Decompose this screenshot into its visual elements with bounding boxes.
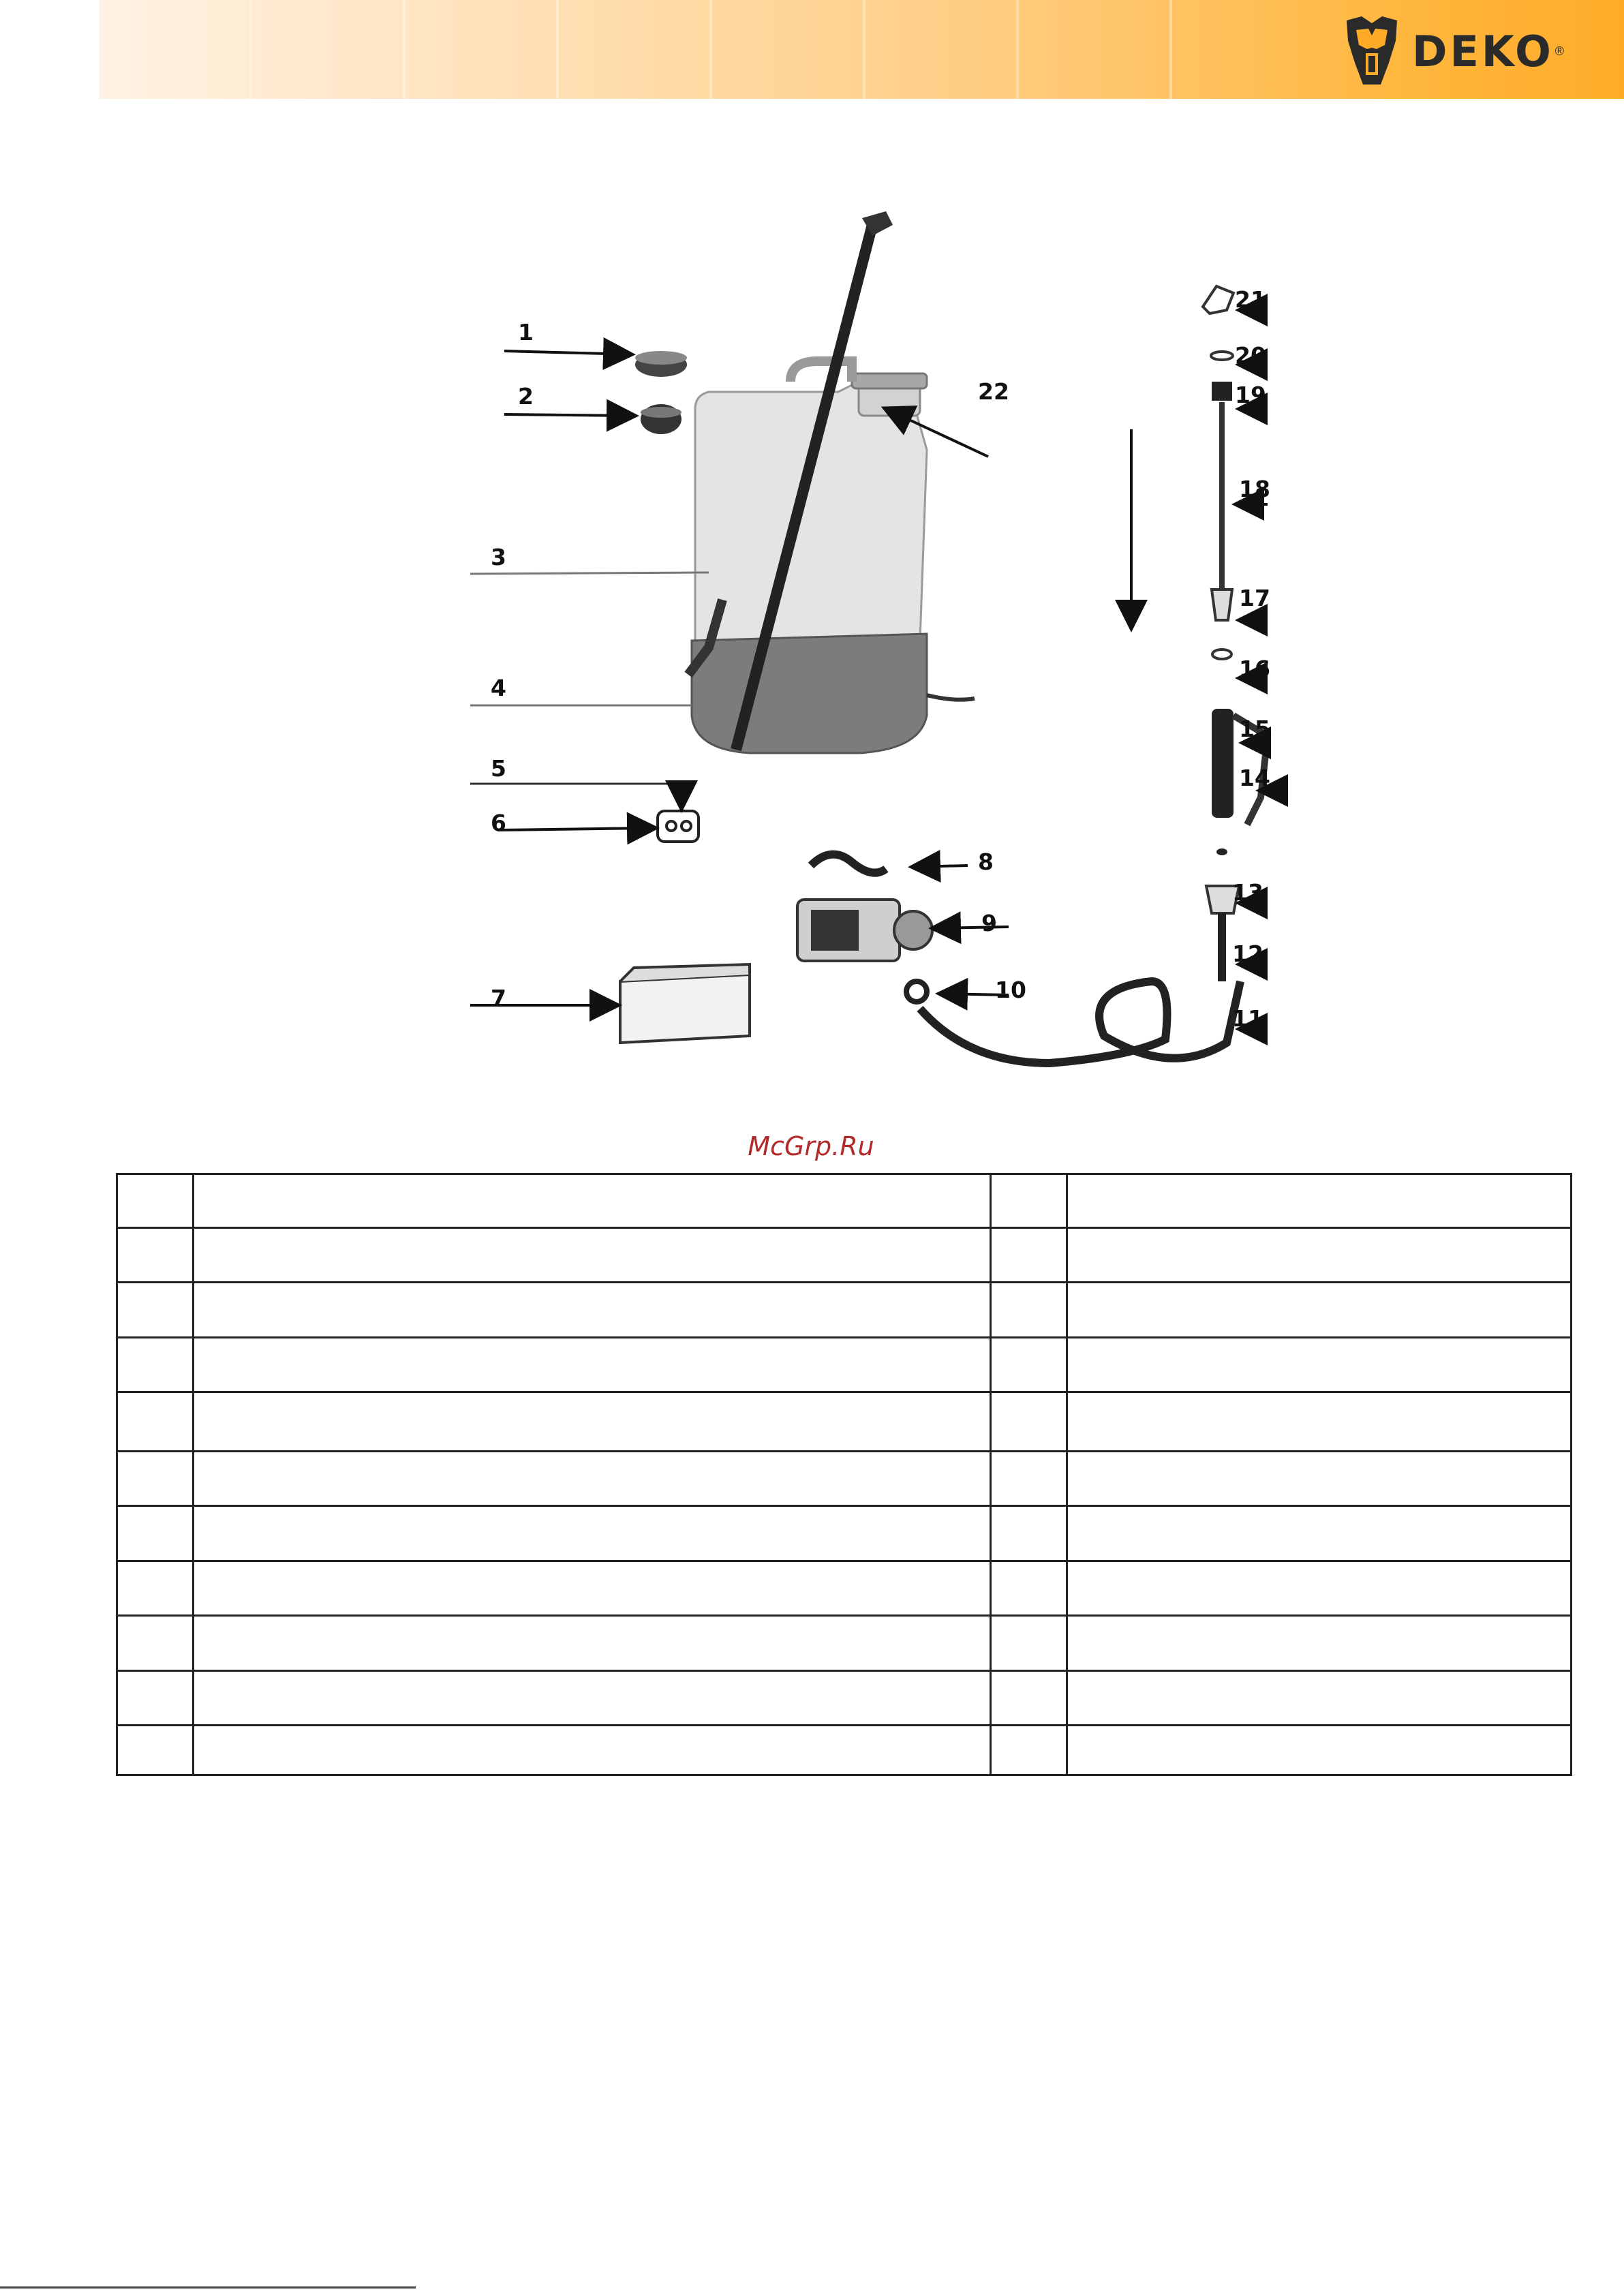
table-row [117, 1392, 1572, 1452]
watermark: McGrp.Ru [748, 1131, 874, 1161]
callout-12: 12 [1232, 940, 1263, 967]
callout-3: 3 [491, 544, 506, 570]
part-name-cell [194, 1174, 991, 1228]
part-name-cell [194, 1227, 991, 1283]
part-name-cell [1067, 1174, 1572, 1228]
registered-mark: ® [1554, 44, 1565, 58]
tank [692, 361, 975, 753]
callout-22: 22 [978, 378, 1009, 405]
table-row [117, 1726, 1572, 1775]
callout-8: 8 [978, 848, 994, 875]
part-number-cell [991, 1506, 1067, 1561]
table-row [117, 1174, 1572, 1228]
callout-2: 2 [518, 383, 534, 410]
callout-9: 9 [981, 910, 997, 936]
part-name-cell [194, 1506, 991, 1561]
part-number-cell [117, 1616, 194, 1671]
callout-1: 1 [518, 319, 534, 346]
exploded-parts-diagram [450, 198, 1308, 1131]
part-number-cell [991, 1227, 1067, 1283]
callout-17: 17 [1239, 585, 1270, 611]
callout-10: 10 [995, 977, 1026, 1003]
part-number-cell [117, 1726, 194, 1775]
header-stripe [863, 0, 865, 99]
callout-19: 19 [1235, 382, 1266, 408]
table-row [117, 1616, 1572, 1671]
part-number-cell [117, 1392, 194, 1452]
header-stripe [1169, 0, 1172, 99]
part-name-cell [194, 1670, 991, 1726]
part-number-cell [991, 1451, 1067, 1506]
callout-13: 13 [1232, 879, 1263, 906]
part-number-cell [991, 1174, 1067, 1228]
part-number-cell [117, 1227, 194, 1283]
part-name-cell [194, 1392, 991, 1452]
table-row [117, 1451, 1572, 1506]
part-number-cell [117, 1506, 194, 1561]
deko-bull-logo-icon [1341, 14, 1403, 89]
header-stripe [403, 0, 405, 99]
table-row [117, 1561, 1572, 1616]
part-name-cell [1067, 1506, 1572, 1561]
callout-21: 21 [1235, 286, 1266, 313]
part-name-cell [194, 1283, 991, 1338]
part-name-cell [1067, 1726, 1572, 1775]
header-stripe [556, 0, 559, 99]
table-row [117, 1227, 1572, 1283]
part-name-cell [1067, 1392, 1572, 1452]
part-name-cell [1067, 1616, 1572, 1671]
sprayer-illustration [450, 198, 1308, 1131]
part-name-cell [194, 1337, 991, 1392]
callout-7: 7 [491, 985, 506, 1011]
part-number-cell [991, 1392, 1067, 1452]
table-row [117, 1670, 1572, 1726]
part-name-cell [1067, 1337, 1572, 1392]
callout-15: 15 [1239, 716, 1270, 742]
callout-18: 18 [1239, 476, 1270, 502]
table-row [117, 1506, 1572, 1561]
parts-table-body [117, 1174, 1572, 1775]
footnote-rule [0, 2286, 416, 2289]
callout-4: 4 [491, 675, 506, 701]
callout-11: 11 [1232, 1005, 1263, 1032]
header-stripe [709, 0, 712, 99]
part-number-cell [117, 1337, 194, 1392]
brand-logo [1341, 14, 1600, 89]
part-number-cell [991, 1561, 1067, 1616]
part-number-cell [117, 1561, 194, 1616]
part-number-cell [991, 1670, 1067, 1726]
part-name-cell [1067, 1451, 1572, 1506]
part-number-cell [117, 1174, 194, 1228]
part-name-cell [1067, 1227, 1572, 1283]
part-name-cell [194, 1616, 991, 1671]
part-name-cell [1067, 1670, 1572, 1726]
table-row [117, 1283, 1572, 1338]
callout-6: 6 [491, 810, 506, 836]
part-name-cell [194, 1451, 991, 1506]
header-stripe [249, 0, 252, 99]
part-number-cell [117, 1451, 194, 1506]
callout-14: 14 [1239, 765, 1270, 791]
part-name-cell [1067, 1283, 1572, 1338]
callout-20: 20 [1235, 342, 1266, 369]
table-row [117, 1337, 1572, 1392]
part-number-cell [117, 1670, 194, 1726]
part-number-cell [991, 1726, 1067, 1775]
callout-5: 5 [491, 755, 506, 782]
brand-name: DEKO [1412, 26, 1554, 76]
part-number-cell [991, 1616, 1067, 1671]
part-name-cell [194, 1561, 991, 1616]
part-number-cell [117, 1283, 194, 1338]
part-name-cell [1067, 1561, 1572, 1616]
parts-table [116, 1173, 1572, 1776]
header-stripe [1016, 0, 1019, 99]
part-number-cell [991, 1337, 1067, 1392]
part-name-cell [194, 1726, 991, 1775]
callout-16: 16 [1239, 656, 1270, 682]
part-number-cell [991, 1283, 1067, 1338]
